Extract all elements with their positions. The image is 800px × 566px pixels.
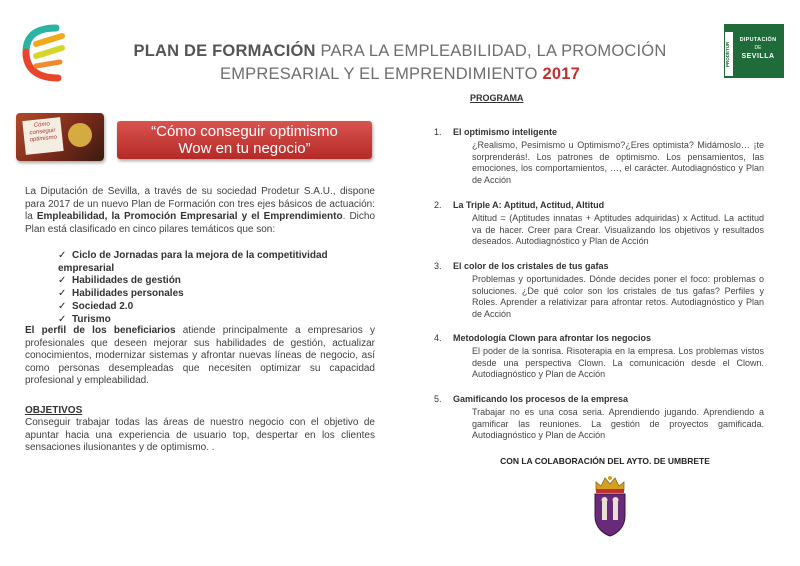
program-item-number: 2.	[434, 200, 442, 210]
pillar-label: Ciclo de Jornadas para la mejora de la competitividad empresarial	[58, 250, 328, 274]
list-item	[58, 250, 378, 275]
list-item	[58, 301, 378, 314]
pillars-list	[58, 250, 378, 326]
program-item-title: La Triple A: Aptitud, Actitud, Altitud	[453, 200, 605, 210]
objetivos-paragraph: Conseguir trabajar todas las áreas de nuestro negocio con el objetivo de apuntar hacia una experiencia de usuario top, despertar en los clientes sensaciones ilusionantes y de optimismo. .	[25, 417, 375, 453]
intro-bold: Empleabilidad, la Promoción Empresarial y el Emprendimiento	[36, 211, 343, 222]
logo-top-text: DIPUTACIÓN	[739, 37, 777, 43]
check-icon: ✓	[58, 288, 67, 300]
course-thumbnail-image	[16, 113, 104, 161]
check-icon: ✓	[58, 275, 67, 287]
pillar-label: Sociedad 2.0	[72, 300, 134, 312]
pillar-label: Turismo	[72, 313, 111, 325]
check-icon: ✓	[58, 250, 67, 261]
program-item-title: Gamificando los procesos de la empresa	[453, 394, 629, 404]
check-icon: ✓	[58, 313, 67, 325]
program-item-description: Problemas y oportunidades. Dónde decides poner el foco: problemas o soluciones. ¿De qué color son los cristales de tus gafas? Perfiles y Roles. Aprender a relativizar para afrontar retos. Autodiagnóstico y Plan de Acción	[472, 274, 764, 319]
title-bold: PLAN DE FORMACIÓN	[133, 42, 316, 60]
program-item-description: El poder de la sonrisa. Risoterapia en la empresa. Los problemas vistos desde una perspectiva Clown. La comunicación desde el Clown. Autodiagnóstico y Plan de Acción	[472, 346, 764, 380]
pillar-label: Habilidades de gestión	[72, 275, 181, 287]
program-item-description: ¿Realismo, Pesimismo u Optimismo?¿Eres optimista? Midámoslo… ¡te sorprenderás!. Los patrones de optimismo. Los pensamientos, las emociones, los comportamientos, …, el carácter. Autodiagnóstico y Plan de Acción	[472, 140, 764, 185]
programa-heading: PROGRAMA	[470, 93, 524, 103]
banner-line1: “Cómo conseguir optimismo	[151, 123, 338, 140]
collaboration-note: CON LA COLABORACIÓN DEL AYTO. DE UMBRETE	[500, 456, 710, 466]
program-item-number: 3.	[434, 261, 442, 271]
program-item-title: Metodología Clown para afrontar los negocios	[453, 333, 652, 343]
program-item-description: Altitud = (Aptitudes innatas + Aptitudes adquiridas) x Actitud. La actitud va de hacer. Creer para Crear. Visualizando los objetivos y resultados deseados. Autodiagnóstico y Plan de Acción	[472, 213, 764, 247]
course-title-banner	[117, 121, 372, 159]
logo-middle-text: DE	[754, 45, 762, 51]
banner-line2: Wow en tu negocio”	[178, 140, 311, 157]
thumbnail-decoration	[68, 123, 92, 147]
diputacion-logo	[724, 24, 784, 78]
program-item-number: 5.	[434, 394, 442, 404]
umbrete-coat-of-arms-icon	[590, 474, 630, 538]
beneficiaries-text: atiende principalmente a empresarios y profesionales que deseen mejorar sus habilidades de gestión, actualizar conocimientos, modernizar sistemas y afrontar nuevas líneas de negocio, así como personas desempleadas que necesiten optimizar su capacidad profesional y empleabilidad.	[25, 325, 375, 386]
beneficiaries-paragraph	[25, 325, 375, 388]
program-item-number: 4.	[434, 333, 442, 343]
objetivos-heading: OBJETIVOS	[25, 405, 83, 416]
program-item-title: El color de los cristales de tus gafas	[453, 261, 609, 271]
program-item-number: 1.	[434, 127, 442, 137]
prodetur-label: PRODETUR	[725, 32, 733, 76]
list-item	[58, 275, 378, 288]
plan-logo-icon	[18, 22, 70, 84]
list-item	[58, 288, 378, 301]
program-item-title: El optimismo inteligente	[453, 127, 558, 137]
thumbnail-card: Cómo conseguir optimismo	[22, 117, 63, 155]
title-year: 2017	[542, 65, 580, 83]
intro-paragraph	[25, 186, 375, 236]
title-line2: EMPRESARIAL Y EL EMPRENDIMIENTO	[220, 65, 543, 83]
document-title	[100, 40, 700, 86]
pillar-label: Habilidades personales	[72, 288, 184, 300]
logo-bottom-text: SEVILLA	[741, 53, 775, 60]
title-line1: PARA LA EMPLEABILIDAD, LA PROMOCIÓN	[315, 42, 667, 60]
intro-text2: . Dicho Plan está clasificado en cinco pilares temáticos que son:	[25, 211, 376, 235]
beneficiaries-bold: El perfil de los beneficiarios	[25, 325, 176, 336]
intro-text1: La Diputación de Sevilla, a través de su sociedad Prodetur S.A.U., dispone para 2017 de un nuevo Plan de Formación con tres ejes básicos de actuación: la	[25, 186, 375, 222]
check-icon: ✓	[58, 300, 67, 312]
program-item-description: Trabajar no es una cosa seria. Aprendiendo jugando. Aprendiendo a gamificar las reuniones. La gestión de proyectos gamificada. Autodiagnóstico y Plan de Acción	[472, 407, 764, 441]
